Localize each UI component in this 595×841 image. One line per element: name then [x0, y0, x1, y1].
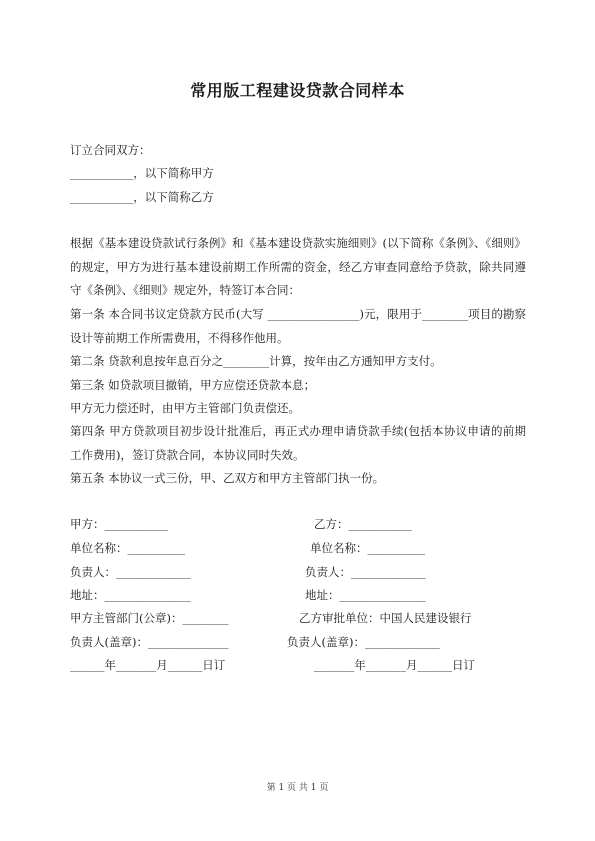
party-a-line: ___________，以下简称甲方 [70, 166, 214, 180]
article-3: 第三条 如贷款项目撤销，甲方应偿还贷款本息； [70, 378, 316, 392]
party-a-responsible: 负责人：_____________ [70, 565, 191, 579]
party-b-signature: 乙方：___________ [314, 517, 412, 531]
party-a-supervisor-responsible: 负责人(盖章)：______________ [70, 635, 229, 649]
party-a-address: 地址：_______________ [70, 588, 191, 602]
party-a-signature: 甲方：___________ [70, 517, 168, 531]
preamble-paragraph: 根据《基本建设贷款试行条例》和《基本建设贷款实施细则》(以下简称《条例》、《细则》的规定，甲方为进行基本建设前期工作所需的资金，经乙方审查同意给予贷款，除共同遵守《条例》、《细则》规定外，特签订本合同： [70, 236, 526, 297]
party-b-line: ___________，以下简称乙方 [70, 190, 214, 204]
party-b-responsible: 负责人：_____________ [305, 565, 426, 579]
page-footer: 第 1 页 共 1 页 [266, 783, 329, 793]
party-b-approval-unit: 乙方审批单位：中国人民建设银行 [299, 611, 472, 625]
article-3-continued: 甲方无力偿还时，由甲方主管部门负责偿还。 [70, 401, 300, 415]
party-a-unit-name: 单位名称：__________ [70, 541, 185, 555]
party-b-responsible-seal: 负责人(盖章)：_____________ [287, 635, 440, 649]
document-title: 常用版工程建设贷款合同样本 [190, 81, 405, 100]
parties-heading: 订立合同双方： [70, 143, 151, 157]
article-5: 第五条 本协议一式三份，甲、乙双方和甲方主管部门执一份。 [70, 471, 385, 485]
article-1: 第一条 本合同书议定贷款方民币(大写 ________________)元，限用于________项目的勘察设计等前期工作所需费用，不得移作他用。 [70, 307, 526, 345]
party-b-unit-name: 单位名称：__________ [310, 541, 425, 555]
party-b-date: _______年_______月______日订 [314, 658, 475, 672]
party-a-date: ______年_______月______日订 [70, 658, 226, 672]
article-2: 第二条 贷款利息按年息百分之________计算，按年由乙方通知甲方支付。 [70, 354, 442, 368]
party-b-address: 地址：_______________ [305, 588, 426, 602]
article-4: 第四条 甲方贷款项目初步设计批准后，再正式办理申请贷款手续(包括本协议申请的前期工作费用)，签订贷款合同，本协议同时失效。 [70, 424, 526, 462]
party-a-supervisor-seal: 甲方主管部门(公章)：________ [70, 611, 229, 625]
